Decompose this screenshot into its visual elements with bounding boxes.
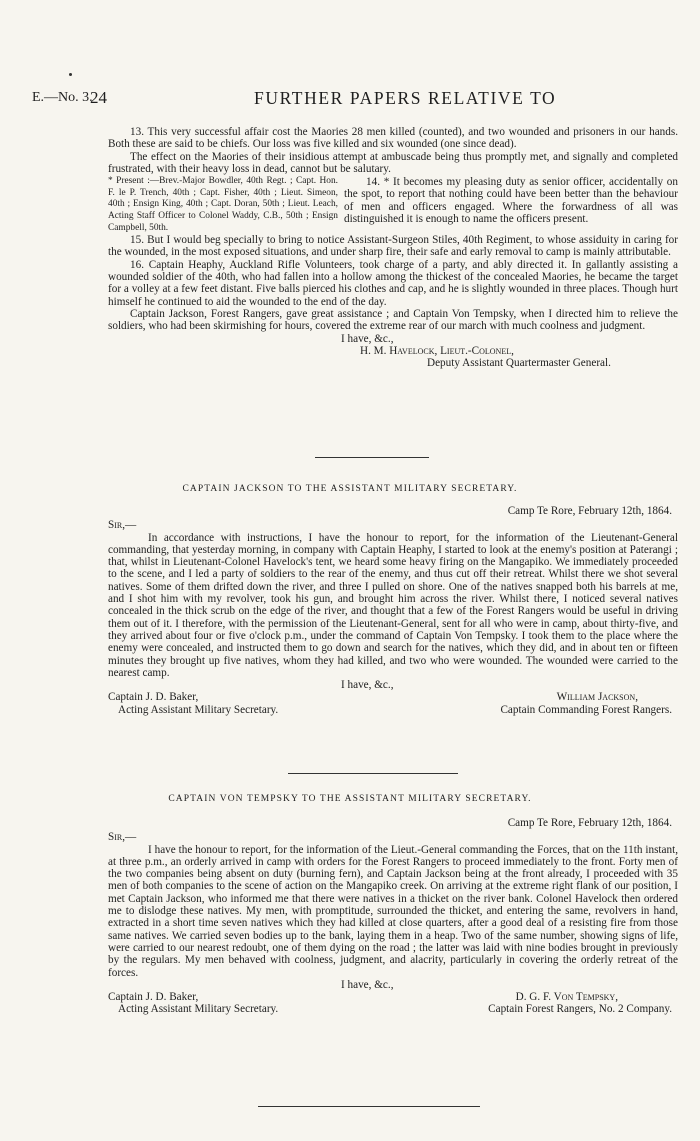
page-number: 24 xyxy=(90,88,107,107)
signer-name: William Jackson, xyxy=(556,691,638,704)
closing: I have, &c., xyxy=(341,332,394,345)
section-divider xyxy=(315,457,429,458)
salutation: Sir,— xyxy=(108,519,137,532)
paragraph-14: 14. * It becomes my pleasing duty as senior officer, accidentally on the spot, to report that nothing could have been better than the behaviour of men and officers engaged. Where the forwardness of all was distinguished it is enough to name the officers present. xyxy=(344,176,678,226)
dateline: Camp Te Rore, February 12th, 1864. xyxy=(507,505,672,517)
addressee-name: Captain J. D. Baker, xyxy=(108,691,199,704)
signer-title: Captain Forest Rangers, No. 2 Company. xyxy=(488,1003,672,1016)
paragraph-13: 13. This very successful affair cost the Maories 28 men killed (counted), and two wounded and prisoners in our hands. Both these are said to be chiefs. Our loss was five killed and six wounded (one since dead). xyxy=(108,126,678,151)
salutation: Sir,— xyxy=(108,831,137,844)
letter-heading-von-tempsky: CAPTAIN VON TEMPSKY TO THE ASSISTANT MILITARY SECRETARY. xyxy=(168,794,532,804)
addressee-name: Captain J. D. Baker, xyxy=(108,991,199,1004)
page-header xyxy=(32,88,672,112)
signature-title-row xyxy=(108,1003,678,1015)
footnote-columns xyxy=(108,176,678,234)
signature-title-row xyxy=(108,704,678,716)
signer-title: Captain Commanding Forest Rangers. xyxy=(500,703,672,716)
letter-heading-jackson: CAPTAIN JACKSON TO THE ASSISTANT MILITARY SECRETARY. xyxy=(182,484,518,494)
letter-jackson xyxy=(108,505,678,716)
signature-name: H. M. Havelock, Lieut.-Colonel, xyxy=(360,344,514,357)
footnote-officers-present: * Present :—Brev.-Major Bowdler, 40th Regt. ; Capt. Hon. F. le P. Trench, 40th ; Capt. Fisher, 40th ; Lieut. Simeon, 40th ; Ensign King, 40th ; Capt. Doran, 50th ; Lieut. Leach, Acting Staff Officer to Colonel Waddy, C.B., 50th ; Ensign Campbell, 50th. xyxy=(108,176,338,233)
section-divider xyxy=(258,1106,480,1107)
document-reference: E.—No. 3. xyxy=(32,90,93,105)
addressee-title: Acting Assistant Military Secretary. xyxy=(118,1003,279,1016)
report-section xyxy=(108,126,678,369)
closing: I have, &c., xyxy=(341,679,394,692)
addressee-title: Acting Assistant Military Secretary. xyxy=(118,703,279,716)
letter-body: In accordance with instructions, I have the honour to report, for the information of the Lieutenant-General commanding, that yesterday morning, in company with Captain Heaphy, I started to look at the enemy's position at Paterangi ; that, whilst in Lieutenant-Colonel Havelock's tent, we heard some heavy firing on the Mangapiko. We immediately proceeded to the scene, and I led a party of soldiers to the rear of the enemy, and thus cut off their retreat. Whilst there we shot several natives. Some of them drifted down the river, and three I pulled on shore. One of the natives snapped both his barrels at me, and I shot him with my revolver, took his gun, and brought him across the river. Whilst there, I noticed several natives concealed in the thick scrub on the edge of the river, and thought that a few of the Forest Rangers would be useful in driving them out of it. I therefore, with the permission of the Lieutenant-General, sent for all who were in camp, about thirty-five, and they arrived about four or five o'clock p.m., under the command of Captain Von Tempsky. I took them to the place where the enemy were concealed, and instructed them to go down and search for the natives, which they did, and in about ten or fifteen minutes they brought up five natives, whom they had killed, and two who were wounded. The wounded were carried to the nearest camp. xyxy=(108,531,678,679)
running-title: FURTHER PAPERS RELATIVE TO xyxy=(254,88,557,108)
section-divider xyxy=(288,773,458,774)
signature-row xyxy=(108,991,678,1003)
letter-body: I have the honour to report, for the information of the Lieut.-General commanding the Forces, that on the 11th instant, at three p.m., an orderly arrived in camp with orders for the Forest Rangers to proceed immediately to the front. Forty men of the two companies being absent on duty (burning fern), and Captain Jackson being at the front already, I proceeded with 35 men of both companies to the scene of action on the Mangapiko creek. On arriving at the extreme right flank of our position, I met Captain Jackson, who informed me that there were natives in a thicket on the river bank. Colonel Havelock then ordered me to dislodge these natives. My men, with promptitude, surrounded the thicket, and entering the same, revolvers in hand, extracted in a short time seven natives which they had killed at close quarters, after a good deal of a resisting fire from those same natives. We carried seven bodies up to the bank, laying them in a heap. Two of the same number, showing signs of life, were carried to our nearest redoubt, one of them dying on the road ; the latter was laid with nine bodies brought in previously by the regulars. My men behaved with coolness, judgment, and alacrity, particularly in covering the orderly retreat of the forces. xyxy=(108,843,678,979)
signature-row xyxy=(108,691,678,703)
speck-mark xyxy=(69,73,72,76)
signer-name: D. G. F. Von Tempsky, xyxy=(515,991,618,1004)
dateline: Camp Te Rore, February 12th, 1864. xyxy=(507,817,672,829)
paragraph-jackson: Captain Jackson, Forest Rangers, gave great assistance ; and Captain Von Tempsky, when I directed him to relieve the soldiers, who had been skirmishing for hours, covered the extreme rear of our march with much coolness and judgment. xyxy=(108,307,678,333)
paragraph-15: 15. But I would beg specially to bring to notice Assistant-Surgeon Stiles, 40th Regiment, to whose assiduity in caring for the wounded, in the most exposed situations, and under sharp fire, their safe and early removal to camp is mainly attributable. xyxy=(108,234,678,259)
letter-von-tempsky xyxy=(108,817,678,1016)
closing: I have, &c., xyxy=(341,978,394,991)
paragraph-effect: The effect on the Maories of their insidious attempt at ambuscade being thus promptly met, and signally and completed frustrated, with their heavy loss in dead, cannot but be salutary. xyxy=(108,150,678,175)
paragraph-16: 16. Captain Heaphy, Auckland Rifle Volunteers, took charge of a party, and ably directed it. In gallantly assisting a wounded soldier of the 40th, who had fallen into a hollow among the thickest of the concealed Maories, he became the target for a volley at a few feet distant. Five balls pierced his clothes and cap, and he is slightly wounded in three places. Though hurt himself he continued to aid the wounded to the end of the day. xyxy=(108,258,678,308)
signature-title: Deputy Assistant Quartermaster General. xyxy=(427,357,611,370)
